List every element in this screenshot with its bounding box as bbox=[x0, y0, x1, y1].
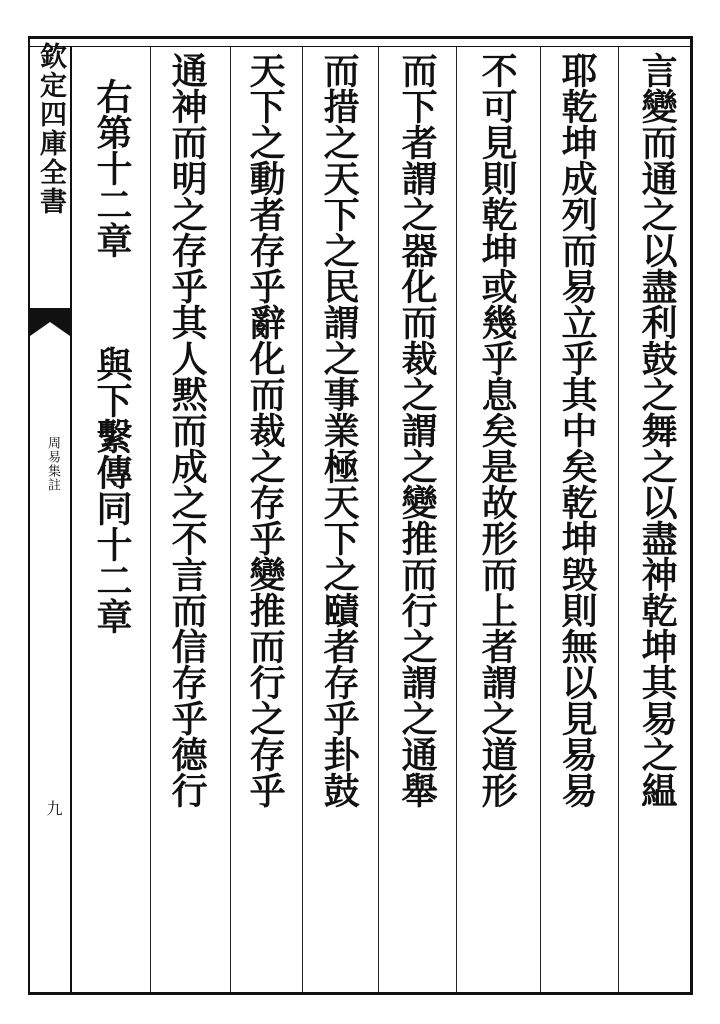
column-text: 耶乾坤成列而易立乎其中矣乾坤毁則無以見易易 bbox=[556, 52, 599, 808]
text-column-7 bbox=[156, 52, 218, 808]
column-rule bbox=[456, 46, 457, 992]
text-column-3 bbox=[466, 52, 528, 808]
frame-left-border bbox=[28, 36, 30, 995]
column-rule bbox=[540, 46, 541, 992]
column-rule bbox=[302, 46, 303, 992]
column-rule bbox=[618, 46, 619, 992]
chapter-label: 右第十二章 bbox=[91, 78, 133, 258]
column-text: 而下者謂之器化而裁之謂之變推而行之謂之通舉 bbox=[396, 52, 439, 808]
column-text: 通神而明之存乎其人黙而成之不言而信存乎德行 bbox=[166, 52, 209, 808]
text-column-1 bbox=[626, 52, 688, 808]
column-rule bbox=[230, 46, 231, 992]
margin-rule bbox=[70, 46, 72, 992]
frame-bottom-border bbox=[30, 992, 692, 995]
column-text: 天下之動者存乎辭化而裁之存乎變推而行之存乎 bbox=[244, 52, 287, 808]
chapter-note: 與下繫傳同十二章 bbox=[91, 346, 133, 634]
fishtail-mark-icon bbox=[30, 308, 70, 336]
frame-top-inner-border bbox=[30, 46, 692, 47]
margin-page-number: 九 bbox=[44, 800, 63, 816]
column-rule bbox=[150, 46, 151, 992]
margin-book-title: 周易集註 bbox=[45, 436, 60, 492]
margin-title: 欽定四庫全書 bbox=[35, 42, 66, 216]
text-column-6 bbox=[234, 52, 296, 808]
column-rule bbox=[378, 46, 379, 992]
frame-right-border bbox=[690, 36, 693, 995]
column-text: 而措之天下之民謂之事業極天下之賾者存乎卦鼓 bbox=[318, 52, 361, 808]
column-text: 言變而通之以盡利鼓之舞之以盡神乾坤其易之緼 bbox=[636, 52, 679, 808]
text-column-2 bbox=[546, 52, 608, 808]
text-column-5 bbox=[308, 52, 370, 808]
text-column-4 bbox=[386, 52, 448, 808]
column-text: 不可見則乾坤或幾乎息矣是故形而上者謂之道形 bbox=[476, 52, 519, 808]
frame-top-border bbox=[30, 36, 692, 39]
